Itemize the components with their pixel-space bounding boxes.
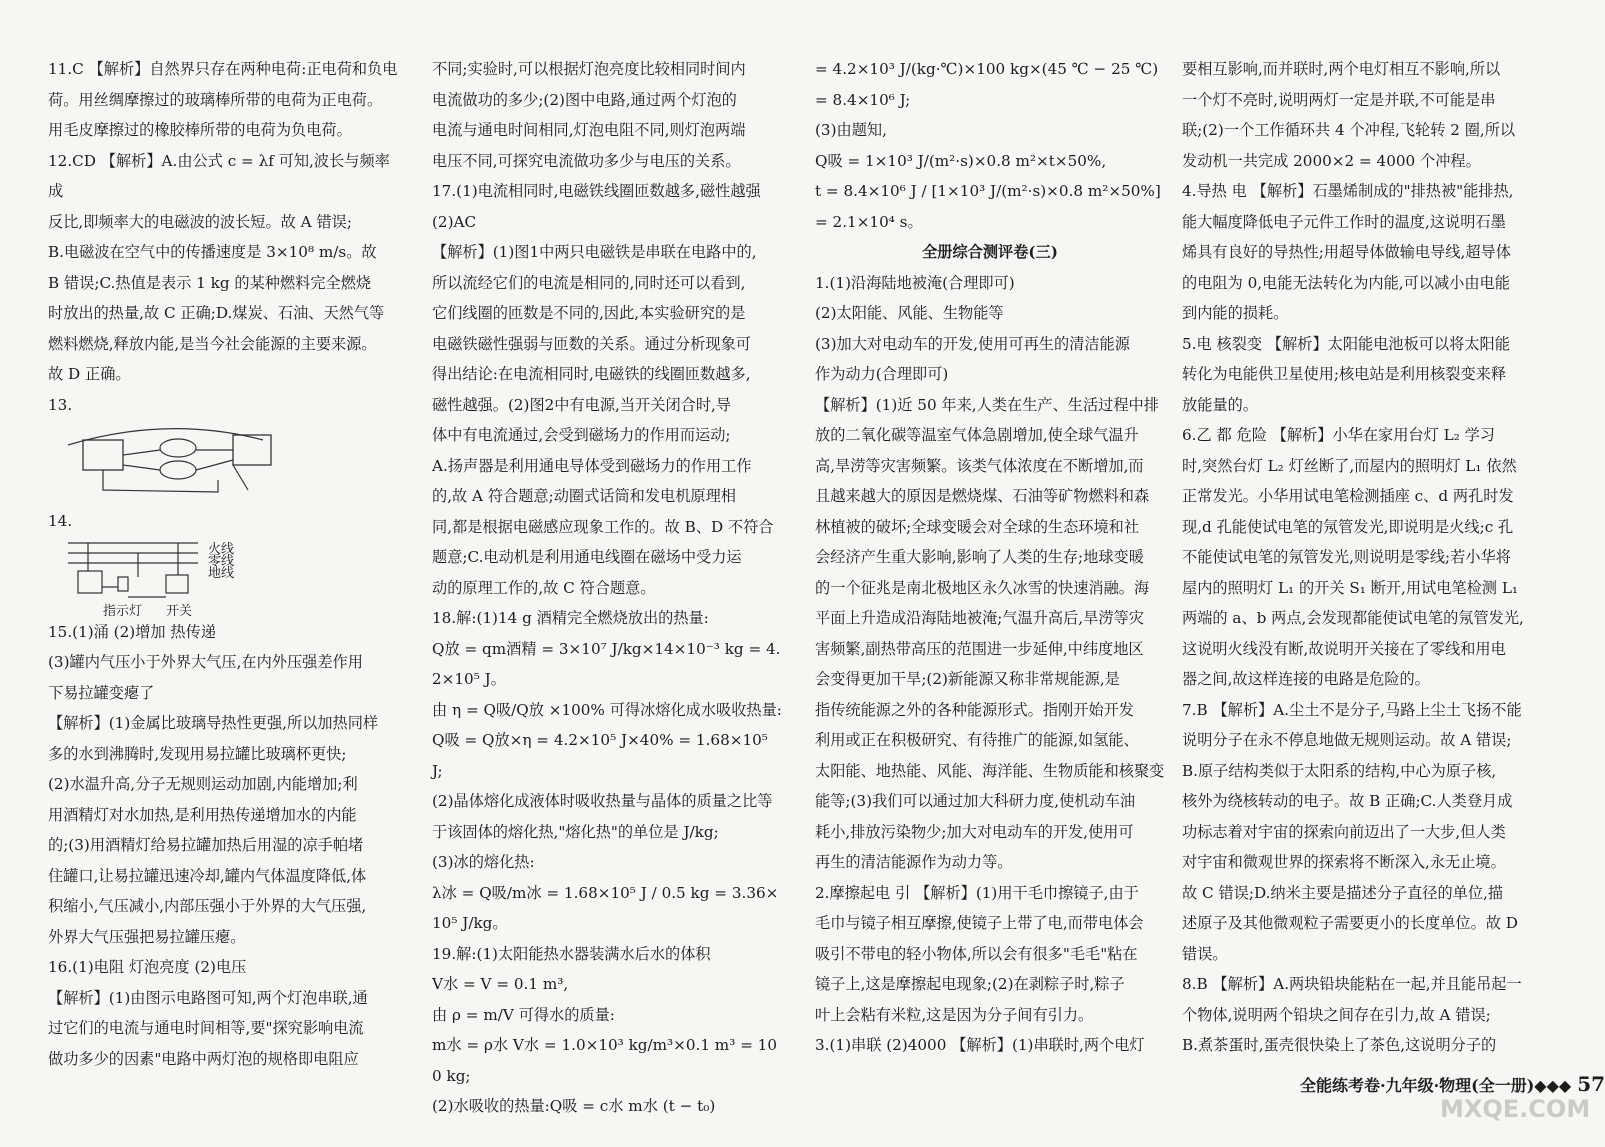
text-line: (2)水温升高,分子无规则运动加剧,内能增加;利 — [48, 775, 358, 793]
label-live-wire: 火线 — [208, 541, 235, 557]
text-line: 【解析】(1)图1中两只电磁铁是串联在电路中的, — [432, 243, 757, 261]
text-line: (3)加大对电动车的开发,使用可再生的清洁能源 — [815, 334, 1130, 353]
text-line: 它们线圈的匝数是不同的,因此,本实验研究的是 — [432, 304, 746, 322]
text-line: (2)太阳能、风能、生物能等 — [815, 304, 1004, 322]
page-footer — [1300, 1072, 1605, 1096]
text-line: 2.摩擦起电 引 【解析】(1)用干毛巾擦镜子,由于 — [815, 883, 1139, 902]
text-line: 的;(3)用酒精灯给易拉罐加热后用湿的凉手帕堵 — [48, 836, 364, 854]
text-line: 8.B 【解析】A.两块铅块能粘在一起,并且能吊起一 — [1182, 975, 1522, 993]
text-line: 放的二氧化碳等温室气体急剧增加,使全球气温升 — [815, 426, 1139, 444]
text-line: 转化为电能供卫星使用;核电站是利用核裂变来释 — [1182, 365, 1507, 383]
text-line: 不同;实验时,可以根据灯泡亮度比较相同时间内 — [432, 60, 746, 78]
text-line: 住罐口,让易拉罐迅速冷却,罐内气体温度降低,体 — [48, 866, 367, 885]
text-line: 到内能的损耗。 — [1182, 304, 1289, 322]
text-line: 平面上升造成沿海陆地被淹;气温升高后,旱涝等灾 — [815, 609, 1144, 627]
text-line: 发动机一共完成 2000×2 = 4000 个冲程。 — [1182, 151, 1481, 170]
text-line: 核外为绕核转动的电子。故 B 正确;C.人类登月成 — [1182, 792, 1513, 810]
text-line: 12.CD 【解析】A.由公式 c = λf 可知,波长与频率成 — [48, 151, 390, 200]
text-line: 且越来越大的原因是燃烧煤、石油等矿物燃料和森 — [815, 487, 1150, 505]
text-line: 外界大气压强把易拉罐压瘪。 — [48, 927, 246, 946]
text-line: 的一个征兆是南北极地区永久冰雪的快速消融。海 — [815, 578, 1150, 597]
text-line: 由 η = Q吸/Q放 ×100% 可得冰熔化成水吸收热量: — [432, 700, 782, 719]
col3-block — [815, 54, 1165, 237]
text-line: 作为动力(合理即可) — [815, 365, 949, 383]
q14-label: 14. — [48, 512, 73, 530]
text-line: (2)AC — [432, 212, 477, 231]
text-line: 功标志着对宇宙的探索向前迈出了一大步,但人类 — [1182, 822, 1506, 841]
text-line: 19.解:(1)太阳能热水器装满水后水的体积 — [432, 944, 711, 963]
text-line: 6.乙 都 危险 【解析】小华在家用台灯 L₂ 学习 — [1182, 426, 1495, 444]
text-line: = 4.2×10³ J/(kg·℃)×100 kg×(45 ℃ − 25 ℃) — [815, 60, 1159, 78]
text-line: B 错误;C.热值是表示 1 kg 的某种燃料完全燃烧 — [48, 273, 372, 292]
text-line: 用毛皮摩擦过的橡胶棒所带的电荷为负电荷。 — [48, 121, 352, 139]
text-line: 于该固体的熔化热,"熔化热"的单位是 J/kg; — [432, 822, 719, 841]
text-line: 体中有电流通过,会受到磁场力的作用而运动; — [432, 426, 731, 444]
col1-block — [48, 54, 398, 390]
col2-block — [432, 54, 782, 1122]
text-line: 荷。用丝绸摩擦过的玻璃棒所带的电荷为正电荷。 — [48, 90, 383, 109]
text-line: 利用或正在积极研究、有待推广的能源,如氢能、 — [815, 731, 1139, 749]
text-line: 现,d 孔能使试电笔的氖管发光,即说明是火线;c 孔 — [1182, 517, 1514, 536]
text-line: 叶上会粘有米粒,这是因为分子间有引力。 — [815, 1005, 1094, 1024]
text-line: 能等;(3)我们可以通过加大科研力度,使机动车油 — [815, 792, 1136, 810]
section-title: 全册综合测评卷(三) — [922, 243, 1058, 261]
text-line: 害频繁,副热带高压的范围进一步延伸,中纬度地区 — [815, 639, 1144, 658]
text-line: (3)由题知, — [815, 121, 887, 139]
circuit-diagram-q14 — [48, 537, 398, 617]
text-line: 镜子上,这是摩擦起电现象;(2)在剥粽子时,粽子 — [815, 975, 1125, 993]
column-3 — [815, 54, 1165, 1074]
text-line: (2)晶体熔化成液体时吸收热量与晶体的质量之比等 — [432, 792, 773, 810]
text-line: 电流做功的多少;(2)图中电路,通过两个灯泡的 — [432, 90, 737, 109]
column-2 — [432, 54, 782, 1115]
text-line: 再生的清洁能源作为动力等。 — [815, 853, 1013, 871]
text-line: 【解析】(1)金属比玻璃导热性更强,所以加热同样 — [48, 714, 379, 732]
text-line: 述原子及其他微观粒子需要更小的长度单位。故 D — [1182, 914, 1518, 932]
text-line: V水 = V = 0.1 m³, — [432, 975, 569, 993]
text-line: 这说明火线没有断,故说明开关接在了零线和用电 — [1182, 639, 1506, 658]
text-line: (2)水吸收的热量:Q吸 = c水 m水 (t − t₀) — [432, 1097, 716, 1115]
text-line: 屋内的照明灯 L₁ 的开关 S₁ 断开,用试电笔检测 L₁ — [1182, 578, 1518, 597]
text-line: 烯具有良好的导热性;用超导体做输电导线,超导体 — [1182, 243, 1511, 261]
text-line: 过它们的电流与通电时间相等,要"探究影响电流 — [48, 1019, 364, 1037]
text-line: (3)罐内气压小于外界大气压,在内外压强差作用 — [48, 653, 363, 671]
text-line: 能大幅度降低电子元件工作时的温度,这说明石墨 — [1182, 212, 1506, 231]
text-line: 下易拉罐变瘪了 — [48, 683, 155, 702]
text-line: 燃料燃烧,释放内能,是当今社会能源的主要来源。 — [48, 334, 377, 353]
watermark: MXQE.COM — [1440, 1095, 1591, 1123]
text-line: 5.电 核裂变 【解析】太阳能电池板可以将太阳能 — [1182, 334, 1510, 353]
text-line: 的电阻为 0,电能无法转化为内能,可以减小由电能 — [1182, 273, 1510, 292]
text-line: 会经济产生重大影响,影响了人类的生存;地球变暖 — [815, 548, 1144, 566]
text-line: 所以流经它们的电流是相同的,同时还可以看到, — [432, 273, 746, 292]
text-line: 时放出的热量,故 C 正确;D.煤炭、石油、天然气等 — [48, 304, 385, 322]
text-line: 耗小,排放污染物少;加大对电动车的开发,使用可 — [815, 822, 1134, 841]
text-line: 做功多少的因素"电路中两灯泡的规格即电阻应 — [48, 1049, 359, 1068]
text-line: m水 = ρ水 V水 = 1.0×10³ kg/m³×0.1 m³ = 100 kg; — [432, 1036, 778, 1085]
text-line: 说明分子在永不停息地做无规则运动。故 A 错误; — [1182, 731, 1512, 749]
text-line: 太阳能、地热能、风能、海洋能、生物质能和核聚变 — [815, 761, 1165, 780]
text-line: 的,故 A 符合题意;动圈式话筒和发电机原理相 — [432, 487, 736, 505]
text-line: B.原子结构类似于太阳系的结构,中心为原子核, — [1182, 761, 1497, 780]
column-1 — [48, 54, 398, 1074]
text-line: 3.(1)串联 (2)4000 【解析】(1)串联时,两个电灯 — [815, 1036, 1145, 1054]
text-line: 故 C 错误;D.纳米主要是描述分子直径的单位,描 — [1182, 883, 1504, 902]
label-neutral-wire: 零线 — [208, 553, 235, 569]
text-line: 得出结论:在电流相同时,电磁铁的线圈匝数越多, — [432, 365, 751, 383]
q13-label: 13. — [48, 395, 73, 414]
text-line: 指传统能源之外的各种能源形式。指刚开始开发 — [815, 700, 1134, 719]
text-line: 毛巾与镜子相互摩擦,使镜子上带了电,而带电体会 — [815, 914, 1144, 932]
circuit-diagram-q13 — [48, 420, 398, 506]
text-line: 电压不同,可探究电流做功多少与电压的关系。 — [432, 151, 741, 170]
text-line: 【解析】(1)近 50 年来,人类在生产、生活过程中排 — [815, 395, 1159, 414]
text-line: 17.(1)电流相同时,电磁铁线圈匝数越多,磁性越强 — [432, 182, 761, 200]
text-line: 同,都是根据电磁感应现象工作的。故 B、D 不符合 — [432, 517, 774, 536]
text-line: 会变得更加干旱;(2)新能源又称非常规能源,是 — [815, 670, 1120, 688]
text-line: 【解析】(1)由图示电路图可知,两个灯泡串联,通 — [48, 988, 368, 1007]
page-number: 57 — [1577, 1072, 1605, 1096]
text-line: B.煮茶蛋时,蛋壳很快染上了茶色,这说明分子的 — [1182, 1036, 1497, 1054]
text-line: t = 8.4×10⁶ J / [1×10³ J/(m²·s)×0.8 m²×50%] = 2.1×10⁴ s。 — [815, 182, 1166, 231]
text-line: 电磁铁磁性强弱与匝数的关系。通过分析现象可 — [432, 334, 751, 353]
text-line: 11.C 【解析】自然界只存在两种电荷:正电荷和负电 — [48, 60, 398, 78]
label-switch: 开关 — [166, 603, 193, 619]
text-line: 题意;C.电动机是利用通电线圈在磁场中受力运 — [432, 548, 742, 566]
text-line: 吸引不带电的轻小物体,所以会有很多"毛毛"粘在 — [815, 944, 1138, 963]
text-line: 错误。 — [1182, 944, 1228, 963]
footer-title: 全能练考卷·九年级·物理(全一册)◆◆◆ — [1300, 1076, 1572, 1095]
text-line: 15.(1)涌 (2)增加 热传递 — [48, 622, 216, 641]
text-line: 1.(1)沿海陆地被淹(合理即可) — [815, 273, 1015, 292]
circuit-diagram-q13-svg — [48, 420, 288, 506]
text-line: 林植被的破坏;全球变暖会对全球的生态环境和社 — [815, 517, 1140, 536]
text-line: 7.B 【解析】A.尘土不是分子,马路上尘土飞扬不能 — [1182, 700, 1522, 719]
col4-block — [1182, 54, 1542, 1061]
text-line: 时,突然台灯 L₂ 灯丝断了,而屋内的照明灯 L₁ 依然 — [1182, 456, 1517, 475]
text-line: 器之间,故这样连接的电路是危险的。 — [1182, 670, 1430, 688]
text-line: 一个灯不亮时,说明两灯一定是并联,不可能是串 — [1182, 90, 1496, 109]
text-line: A.扬声器是利用通电导体受到磁场力的作用工作 — [432, 456, 752, 475]
text-line: 对宇宙和微观世界的探索将不断深入,永无止境。 — [1182, 853, 1506, 871]
text-line: (3)冰的熔化热: — [432, 853, 535, 871]
text-line: 磁性越强。(2)图2中有电源,当开关闭合时,导 — [432, 395, 732, 414]
text-line: λ冰 = Q吸/m冰 = 1.68×10⁵ J / 0.5 kg = 3.36×10⁵ J/kg。 — [432, 883, 779, 932]
text-line: 放能量的。 — [1182, 395, 1258, 414]
text-line: Q放 = qm酒精 = 3×10⁷ J/kg×14×10⁻³ kg = 4.2×10⁵ J。 — [432, 639, 781, 688]
label-ground-wire: 地线 — [208, 565, 235, 581]
text-line: 用酒精灯对水加热,是利用热传递增加水的内能 — [48, 805, 357, 824]
text-line: 18.解:(1)14 g 酒精完全燃烧放出的热量: — [432, 609, 709, 627]
text-line: 积缩小,气压减小,内部压强小于外界的大气压强, — [48, 897, 367, 915]
column-4 — [1182, 54, 1542, 1074]
col3-block-2 — [815, 268, 1165, 1061]
text-line: 联;(2)一个工作循环共 4 个冲程,飞轮转 2 圈,所以 — [1182, 121, 1516, 139]
text-line: 高,旱涝等灾害频繁。该类气体浓度在不断增加,而 — [815, 456, 1144, 475]
text-line: 多的水到沸腾时,发现用易拉罐比玻璃杯更快; — [48, 744, 347, 763]
text-line: Q吸 = Q放×η = 4.2×10⁵ J×40% = 1.68×10⁵ J; — [432, 731, 773, 780]
text-line: 两端的 a、b 两点,会发现都能使试电笔的氖管发光, — [1182, 609, 1524, 627]
text-line: 动的原理工作的,故 C 符合题意。 — [432, 578, 656, 597]
text-line: 由 ρ = m/V 可得水的质量: — [432, 1005, 615, 1024]
text-line: 个物体,说明两个铅块之间存在引力,故 A 错误; — [1182, 1005, 1491, 1024]
text-line: 正常发光。小华用试电笔检测插座 c、d 两孔时发 — [1182, 487, 1514, 505]
text-line: 故 D 正确。 — [48, 365, 131, 383]
text-line: Q吸 = 1×10³ J/(m²·s)×0.8 m²×t×50%, — [815, 151, 1107, 170]
text-line: 电流与通电时间相同,灯泡电阻不同,则灯泡两端 — [432, 121, 746, 139]
text-line: 不能使试电笔的氖管发光,则说明是零线;若小华将 — [1182, 548, 1511, 566]
text-line: = 8.4×10⁶ J; — [815, 90, 911, 109]
col1-block-2 — [48, 617, 398, 1075]
text-line: 反比,即频率大的电磁波的波长短。故 A 错误; — [48, 212, 352, 231]
label-indicator-lamp: 指示灯 — [103, 603, 143, 619]
text-line: 4.导热 电 【解析】石墨烯制成的"排热被"能排热, — [1182, 182, 1514, 200]
text-line: 要相互影响,而并联时,两个电灯相互不影响,所以 — [1182, 60, 1501, 78]
text-line: 16.(1)电阻 灯泡亮度 (2)电压 — [48, 958, 247, 976]
text-line: B.电磁波在空气中的传播速度是 3×10⁸ m/s。故 — [48, 243, 377, 261]
